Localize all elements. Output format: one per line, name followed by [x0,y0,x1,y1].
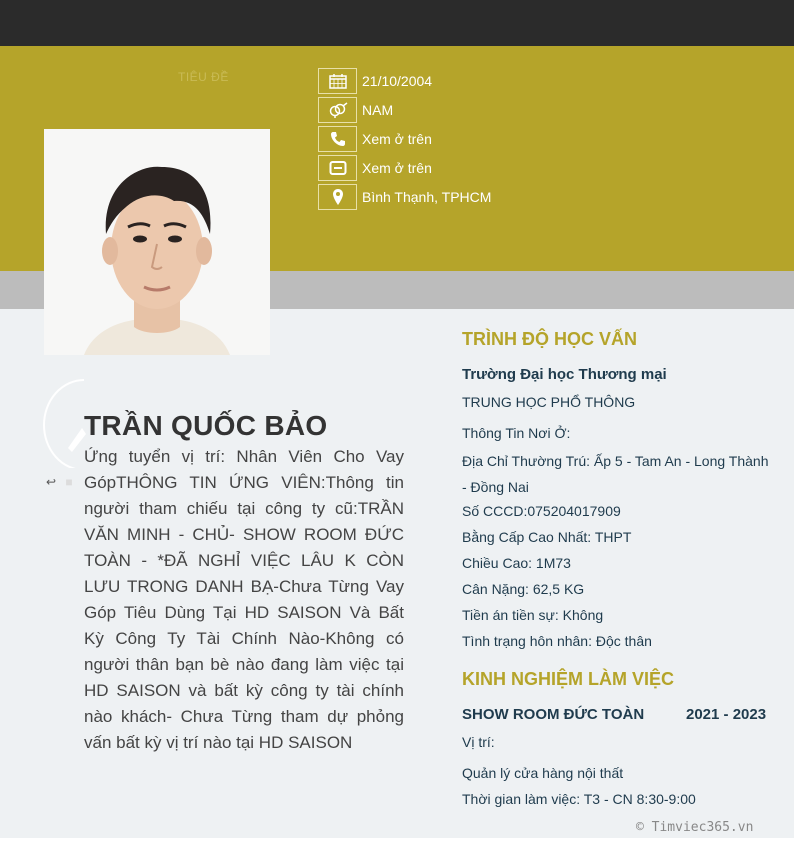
position-label: Vị trí: [462,734,495,750]
marital-status: Tình trạng hôn nhân: Độc thân [462,633,652,649]
cccd-number: Số CCCD:075204017909 [462,503,621,519]
top-bar [0,0,794,46]
residence-label: Thông Tin Nơi Ở: [462,425,571,441]
birthdate-text: 21/10/2004 [362,73,433,89]
candidate-name: TRẦN QUỐC BẢO [84,410,328,441]
highest-degree: Bằng Cấp Cao Nhất: THPT [462,529,632,545]
work-years: 2021 - 2023 [686,706,767,723]
edit-tools [46,475,73,489]
undo-icon[interactable]: ↩ [46,475,57,489]
info-row-email [318,154,432,182]
weight-info: Cân Nặng: 62,5 KG [462,581,585,597]
info-row-gender [318,96,393,124]
job-description: Quản lý cửa hàng nội thất [462,765,624,781]
eraser-icon[interactable]: ■ [65,475,73,489]
criminal-record: Tiền án tiền sự: Không [462,607,604,623]
company-name: SHOW ROOM ĐỨC TOÀN [462,706,645,723]
info-row-location [318,183,491,211]
working-hours: Thời gian làm việc: T3 - CN 8:30-9:00 [462,791,696,807]
education-level: TRUNG HỌC PHỔ THÔNG [462,394,636,410]
info-row-birthdate [318,67,432,95]
height-info: Chiều Cao: 1M73 [462,555,571,571]
education-title: TRÌNH ĐỘ HỌC VẤN [462,329,637,349]
gender-icon [318,97,357,123]
phone-text: Xem ở trên [362,131,432,147]
phone-icon [318,126,357,152]
candidate-bio: Ứng tuyển vị trí: Nhân Viên Cho Vay GópTHÔNG TIN ỨNG VIÊN:Thông tin người tham chiếu tại công ty cũ:TRẦN VĂN MINH - CHỦ- SHOW ROOM ĐỨC TOÀN - *ĐÃ NGHỈ VIỆC LÂU K CÒN LƯU TRONG DANH BẠ-Chưa Từng Vay Góp Tiêu Dùng Tại HD SAISON Và Bất Kỳ Công Ty Tài Chính Nào-Không có người thân bạn bè nào đang làm việc tại HD SAISON và bất kỳ công ty tài chính nào khách- Chưa Từng tham dự phỏng vấn bất kỳ vị trí nào tại HD SAISON [84,447,404,752]
email-icon [318,155,357,181]
site-watermark: © Timviec365.vn [636,820,754,835]
school-name: Trường Đại học Thương mại [462,366,667,383]
permanent-address: Địa Chỉ Thường Trú: Ấp 5 - Tam An - Long Thành - Đồng Nai [462,453,769,495]
avatar [44,129,270,355]
info-row-phone [318,125,432,153]
email-text: Xem ở trên [362,160,432,176]
bottom-line [0,838,800,843]
calendar-icon [318,68,357,94]
title-placeholder: TIÊU ĐỀ [178,70,229,84]
experience-title: KINH NGHIỆM LÀM VIỆC [462,669,675,689]
gender-text: NAM [362,102,394,118]
location-text: Bình Thạnh, TPHCM [362,189,492,205]
location-pin-icon [318,184,357,210]
